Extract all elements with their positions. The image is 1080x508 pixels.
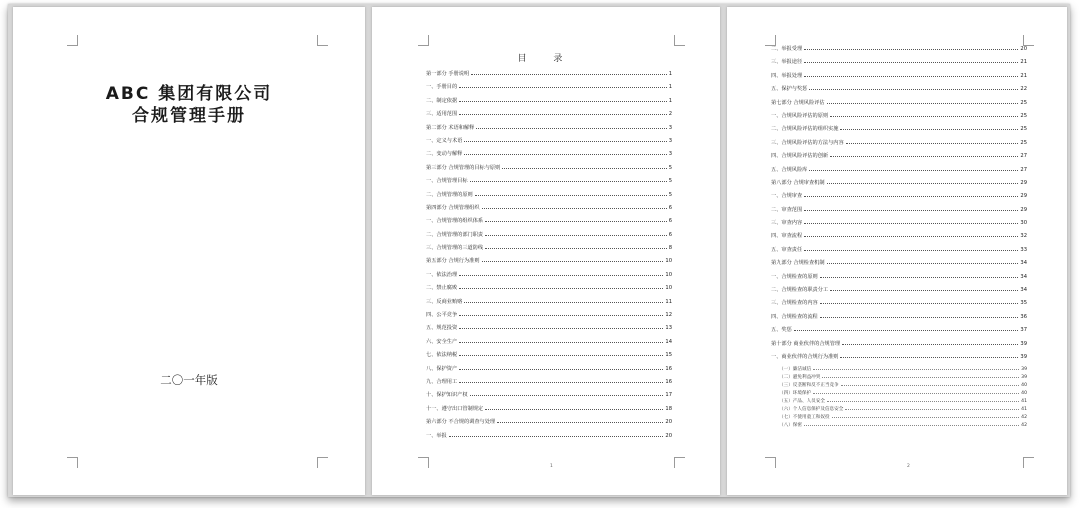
crop-mark xyxy=(67,35,78,46)
toc-entry[interactable] xyxy=(771,166,1027,179)
toc-leader-dots xyxy=(804,196,1018,197)
toc-subentry[interactable] xyxy=(771,390,1027,398)
toc-entry[interactable] xyxy=(426,391,672,404)
toc-leader-dots xyxy=(485,248,667,249)
toc-leader-dots xyxy=(827,103,1019,104)
toc-entry-page-number: 25 xyxy=(1020,126,1027,133)
crop-mark xyxy=(67,457,78,468)
cover-page xyxy=(13,7,365,495)
toc-entry-label: 一、合规风险评估的原则 xyxy=(771,112,829,119)
crop-mark xyxy=(765,457,776,468)
cover-edition: 二〇一年版 xyxy=(160,373,218,387)
toc-entry[interactable] xyxy=(426,70,672,83)
toc-entry[interactable] xyxy=(771,246,1027,259)
toc-entry-page-number: 6 xyxy=(668,204,672,211)
toc-entry-label: 四、合规检查的流程 xyxy=(771,313,818,320)
toc-leader-dots xyxy=(459,114,667,115)
toc-page-2 xyxy=(727,7,1067,495)
toc-entry-page-number: 21 xyxy=(1020,72,1027,79)
toc-entry-label: 二、合规检查的职责分工 xyxy=(771,287,829,294)
crop-mark xyxy=(317,35,328,46)
toc-entry-page-number: 3 xyxy=(668,151,672,158)
toc-entry-label: 十、保护知识产权 xyxy=(426,392,468,399)
toc-entry-label: 三、合规检查的内容 xyxy=(771,300,818,307)
toc-entry-page-number: 39 xyxy=(1020,340,1027,347)
toc-leader-dots xyxy=(832,417,1020,418)
toc-entry[interactable] xyxy=(426,257,672,270)
toc-entry[interactable] xyxy=(771,273,1027,286)
toc-entry-label: （五）产品、人员安全 xyxy=(779,399,825,405)
toc-leader-dots xyxy=(804,49,1018,50)
document-viewer xyxy=(8,4,1070,497)
toc-leader-dots xyxy=(464,141,666,142)
toc-entry-label: 二、审查范围 xyxy=(771,206,803,213)
toc-entry-label: 八、保护资产 xyxy=(426,365,458,372)
toc-leader-dots xyxy=(827,401,1019,402)
toc-leader-dots xyxy=(840,129,1018,130)
crop-mark xyxy=(1023,457,1034,468)
toc-entry[interactable] xyxy=(771,340,1027,353)
toc-entry[interactable] xyxy=(771,99,1027,112)
toc-entry-label: 五、保护与奖惩 xyxy=(771,86,808,93)
toc-leader-dots xyxy=(820,277,1019,278)
toc-leader-dots xyxy=(830,290,1018,291)
cover-title xyxy=(13,83,365,127)
toc-leader-dots xyxy=(459,87,667,88)
toc-entry-label: 二、合规管理的原则 xyxy=(426,191,473,198)
toc-entry-label: 第八部分 合规审查机制 xyxy=(771,179,825,186)
toc-entry-label: （三）反垄断和反不正当竞争 xyxy=(779,383,839,389)
toc-entry[interactable] xyxy=(771,58,1027,71)
toc-subentry[interactable] xyxy=(771,366,1027,374)
crop-mark xyxy=(317,457,328,468)
toc-entry[interactable] xyxy=(771,139,1027,152)
toc-leader-dots xyxy=(820,317,1019,318)
toc-entry-label: 二、合规风险评估的组织实施 xyxy=(771,126,839,133)
toc-subentry[interactable] xyxy=(771,414,1027,422)
toc-leader-dots xyxy=(464,154,666,155)
crop-mark xyxy=(418,35,429,46)
toc-entry[interactable] xyxy=(426,97,672,110)
toc-entry-label: 三、适用范围 xyxy=(426,111,458,118)
toc-subentry[interactable] xyxy=(771,382,1027,390)
toc-entry[interactable] xyxy=(426,137,672,150)
toc-entry-label: 第一部分 手册说明 xyxy=(426,71,470,77)
toc-entry-label: （一）廉洁诚信 xyxy=(779,367,812,373)
toc-entry[interactable] xyxy=(771,152,1027,165)
toc-entry-page-number: 39 xyxy=(1020,353,1027,360)
toc-leader-dots xyxy=(459,275,663,276)
toc-entry-page-number: 34 xyxy=(1020,260,1027,267)
toc-leader-dots xyxy=(804,236,1018,237)
toc-leader-dots xyxy=(804,250,1018,251)
toc-entry-page-number: 5 xyxy=(668,178,672,185)
toc-entry-label: 五、审查责任 xyxy=(771,246,803,253)
toc-entry-label: 二、制定依据 xyxy=(426,97,458,104)
toc-entry-page-number: 5 xyxy=(668,164,672,171)
toc-entry-label: （七）不使用童工和奴役 xyxy=(779,415,830,421)
toc-entry-page-number: 10 xyxy=(665,258,672,265)
toc-entry-label: 第三部分 合规管理的目标与原则 xyxy=(426,164,501,171)
toc-entry-page-number: 34 xyxy=(1020,287,1027,294)
toc-subentry[interactable] xyxy=(771,374,1027,382)
toc-entry-page-number: 30 xyxy=(1020,220,1027,227)
toc-entry[interactable] xyxy=(771,206,1027,219)
toc-leader-dots xyxy=(804,210,1018,211)
toc-entry[interactable] xyxy=(771,219,1027,232)
toc-entry-page-number: 40 xyxy=(1021,383,1027,389)
toc-leader-dots xyxy=(485,221,667,222)
toc-entry-label: 三、反商业贿赂 xyxy=(426,298,463,305)
toc-leader-dots xyxy=(482,208,667,209)
toc-leader-dots xyxy=(846,143,1019,144)
toc-entry-page-number: 32 xyxy=(1020,233,1027,240)
toc-entry-page-number: 8 xyxy=(668,245,672,252)
toc-entry[interactable] xyxy=(426,204,672,217)
toc-leader-dots xyxy=(470,395,664,396)
toc-leader-dots xyxy=(471,74,667,75)
toc-entry-label: 一、举报 xyxy=(426,432,447,439)
toc-entry-label: 二、合规管理的部门职责 xyxy=(426,231,484,238)
toc-entry-page-number: 16 xyxy=(665,365,672,372)
toc-entry-page-number: 25 xyxy=(1020,112,1027,119)
toc-entry-page-number: 15 xyxy=(665,352,672,359)
toc-entry-label: 十一、遵守出口管制规定 xyxy=(426,405,484,412)
toc-leader-dots xyxy=(794,330,1019,331)
toc-leader-dots xyxy=(845,409,1019,410)
toc-leader-dots xyxy=(827,183,1019,184)
toc-entry-page-number: 3 xyxy=(668,124,672,131)
toc-leader-dots xyxy=(470,181,667,182)
toc-entry-label: 五、合规风险库 xyxy=(771,166,808,173)
toc-subentry[interactable] xyxy=(771,398,1027,406)
toc-leader-dots xyxy=(813,393,1019,394)
toc-leader-dots xyxy=(475,195,667,196)
toc-entry-page-number: 20 xyxy=(665,419,672,426)
toc-list-continued xyxy=(771,45,1027,430)
toc-entry-label: 一、合规审查 xyxy=(771,193,803,200)
toc-entry-label: 第十部分 商业伙伴的合规管理 xyxy=(771,340,841,347)
toc-entry-label: 九、合理用工 xyxy=(426,378,458,385)
toc-entry-label: 三、合规管理的三道防线 xyxy=(426,245,484,252)
toc-entry-label: （八）保密 xyxy=(779,423,802,429)
toc-leader-dots xyxy=(485,409,663,410)
toc-entry[interactable] xyxy=(426,124,672,137)
toc-entry[interactable] xyxy=(426,150,672,163)
toc-leader-dots xyxy=(809,89,1018,90)
toc-leader-dots xyxy=(464,302,663,303)
toc-entry-page-number: 18 xyxy=(665,405,672,412)
toc-entry[interactable] xyxy=(426,298,672,311)
toc-entry[interactable] xyxy=(771,313,1027,326)
toc-entry[interactable] xyxy=(771,125,1027,138)
toc-entry-label: 五、规范投资 xyxy=(426,325,458,332)
toc-entry-page-number: 3 xyxy=(668,137,672,144)
toc-entry-page-number: 25 xyxy=(1020,139,1027,146)
toc-entry[interactable] xyxy=(771,45,1027,58)
page-number: 2 xyxy=(907,464,910,469)
toc-entry-page-number: 17 xyxy=(665,392,672,399)
toc-entry[interactable] xyxy=(426,418,672,431)
toc-entry-page-number: 37 xyxy=(1020,327,1027,334)
toc-entry-label: （六）个人信息保护及信息安全 xyxy=(779,407,844,413)
toc-entry[interactable] xyxy=(426,311,672,324)
toc-entry-label: 四、审查流程 xyxy=(771,233,803,240)
toc-entry-page-number: 21 xyxy=(1020,59,1027,66)
toc-entry-page-number: 42 xyxy=(1021,423,1027,429)
toc-entry-label: 三、举报途径 xyxy=(771,59,803,66)
toc-entry[interactable] xyxy=(771,353,1027,366)
toc-entry-label: 第二部分 术语和解释 xyxy=(426,124,475,131)
toc-entry[interactable] xyxy=(426,378,672,391)
toc-entry-page-number: 1 xyxy=(668,71,672,77)
toc-entry-label: 一、合规管理的组织体系 xyxy=(426,218,484,225)
toc-entry[interactable] xyxy=(771,232,1027,245)
crop-mark xyxy=(418,457,429,468)
toc-entry-page-number: 40 xyxy=(1021,391,1027,397)
toc-leader-dots xyxy=(820,303,1019,304)
toc-entry-label: 第七部分 合规风险评估 xyxy=(771,99,825,106)
toc-entry-page-number: 22 xyxy=(1020,86,1027,93)
toc-leader-dots xyxy=(809,170,1018,171)
toc-leader-dots xyxy=(459,369,663,370)
toc-entry-page-number: 5 xyxy=(668,191,672,198)
toc-entry[interactable] xyxy=(426,83,672,96)
toc-leader-dots xyxy=(459,315,663,316)
toc-entry-page-number: 35 xyxy=(1020,300,1027,307)
toc-leader-dots xyxy=(459,355,663,356)
toc-leader-dots xyxy=(459,342,663,343)
toc-entry[interactable] xyxy=(771,286,1027,299)
toc-entry-label: 五、奖惩 xyxy=(771,327,792,334)
toc-subentry[interactable] xyxy=(771,406,1027,414)
toc-leader-dots xyxy=(804,425,1019,426)
toc-leader-dots xyxy=(497,422,663,423)
toc-entry[interactable] xyxy=(426,365,672,378)
toc-entry[interactable] xyxy=(771,259,1027,272)
toc-leader-dots xyxy=(841,385,1019,386)
toc-entry-label: 六、安全生产 xyxy=(426,338,458,345)
toc-entry-page-number: 29 xyxy=(1020,206,1027,213)
toc-entry[interactable] xyxy=(771,85,1027,98)
toc-entry[interactable] xyxy=(426,284,672,297)
toc-entry-label: （二）避免利益冲突 xyxy=(779,375,821,381)
toc-leader-dots xyxy=(485,235,667,236)
toc-entry-page-number: 14 xyxy=(665,338,672,345)
toc-entry-page-number: 6 xyxy=(668,218,672,225)
crop-mark xyxy=(674,35,685,46)
toc-entry-page-number: 6 xyxy=(668,231,672,238)
toc-leader-dots xyxy=(459,288,663,289)
toc-leader-dots xyxy=(459,328,663,329)
cover-title-company: ABC 集团有限公司 xyxy=(105,84,273,104)
toc-entry-label: 一、定义与术语 xyxy=(426,137,463,144)
toc-leader-dots xyxy=(842,344,1018,345)
toc-entry-label: 一、依法治理 xyxy=(426,271,458,278)
page-number: 1 xyxy=(550,464,553,469)
toc-entry-page-number: 29 xyxy=(1020,179,1027,186)
toc-entry-page-number: 11 xyxy=(665,298,672,305)
toc-subentry[interactable] xyxy=(771,422,1027,430)
toc-entry-page-number: 29 xyxy=(1020,193,1027,200)
toc-entry[interactable] xyxy=(426,324,672,337)
toc-entry-page-number: 27 xyxy=(1020,153,1027,160)
toc-entry[interactable] xyxy=(426,217,672,230)
toc-leader-dots xyxy=(804,76,1018,77)
toc-entry[interactable] xyxy=(771,192,1027,205)
toc-entry-page-number: 39 xyxy=(1021,375,1027,381)
toc-leader-dots xyxy=(459,382,663,383)
toc-entry-page-number: 12 xyxy=(665,312,672,319)
toc-entry-page-number: 20 xyxy=(665,432,672,439)
toc-leader-dots xyxy=(830,116,1018,117)
toc-entry-page-number: 2 xyxy=(668,111,672,118)
toc-entry-page-number: 33 xyxy=(1020,246,1027,253)
toc-entry-label: 第九部分 合规检查机制 xyxy=(771,260,825,267)
toc-leader-dots xyxy=(813,369,1019,370)
toc-leader-dots xyxy=(476,128,666,129)
toc-entry-label: 第四部分 合规管理组织 xyxy=(426,204,480,211)
toc-entry-page-number: 41 xyxy=(1021,399,1027,405)
toc-entry[interactable] xyxy=(426,338,672,351)
toc-leader-dots xyxy=(482,261,664,262)
toc-entry-label: 第六部分 不合规的调查与处理 xyxy=(426,419,496,426)
toc-leader-dots xyxy=(822,377,1019,378)
toc-entry[interactable] xyxy=(426,177,672,190)
toc-leader-dots xyxy=(827,263,1019,264)
toc-leader-dots xyxy=(449,436,664,437)
toc-entry[interactable] xyxy=(426,164,672,177)
toc-entry-label: 一、手册目的 xyxy=(426,84,458,91)
toc-entry-page-number: 39 xyxy=(1021,367,1027,373)
toc-entry-label: （四）环境保护 xyxy=(779,391,812,397)
toc-entry-label: 四、举报处理 xyxy=(771,72,803,79)
toc-page-1 xyxy=(372,7,720,495)
toc-entry-label: 四、公平竞争 xyxy=(426,312,458,319)
toc-leader-dots xyxy=(459,101,667,102)
toc-entry-label: 二、举报受理 xyxy=(771,46,803,52)
toc-entry-label: 三、审查内容 xyxy=(771,220,803,227)
toc-entry-label: 七、依法纳税 xyxy=(426,352,458,359)
toc-entry-page-number: 10 xyxy=(665,285,672,292)
toc-entry-page-number: 41 xyxy=(1021,407,1027,413)
toc-entry-label: 二、变动与解释 xyxy=(426,151,463,158)
toc-entry[interactable] xyxy=(426,405,672,418)
toc-entry[interactable] xyxy=(426,191,672,204)
toc-entry[interactable] xyxy=(771,299,1027,312)
toc-leader-dots xyxy=(804,223,1018,224)
toc-entry-label: 一、合规管理目标 xyxy=(426,178,468,185)
toc-entry-label: 一、商业伙伴的合规行为准则 xyxy=(771,353,839,360)
toc-leader-dots xyxy=(830,156,1018,157)
toc-entry[interactable] xyxy=(771,112,1027,125)
toc-entry-page-number: 42 xyxy=(1021,415,1027,421)
toc-entry-page-number: 34 xyxy=(1020,273,1027,280)
toc-leader-dots xyxy=(804,62,1018,63)
toc-entry-label: 一、合规检查的原则 xyxy=(771,273,818,280)
toc-entry-page-number: 1 xyxy=(668,97,672,104)
toc-entry[interactable] xyxy=(426,271,672,284)
toc-entry[interactable] xyxy=(771,72,1027,85)
toc-entry-page-number: 10 xyxy=(665,271,672,278)
toc-entry-label: 三、合规风险评估的方法与内容 xyxy=(771,139,844,146)
toc-entry-label: 二、禁止腐败 xyxy=(426,285,458,292)
toc-entry-page-number: 25 xyxy=(1020,99,1027,106)
toc-entry-page-number: 20 xyxy=(1020,46,1027,52)
toc-entry-label: 四、合规风险评估的创新 xyxy=(771,153,829,160)
toc-entry-page-number: 36 xyxy=(1020,313,1027,320)
toc-entry-page-number: 16 xyxy=(665,378,672,385)
toc-entry-page-number: 1 xyxy=(668,84,672,91)
toc-entry-label: 第五部分 合规行为准则 xyxy=(426,258,480,265)
toc-entry[interactable] xyxy=(426,244,672,257)
toc-heading: 目 录 xyxy=(517,54,575,64)
crop-mark xyxy=(674,457,685,468)
toc-entry[interactable] xyxy=(771,179,1027,192)
toc-leader-dots xyxy=(502,168,666,169)
toc-entry[interactable] xyxy=(426,231,672,244)
toc-list xyxy=(426,70,672,445)
cover-title-manual: 合规管理手册 xyxy=(132,106,246,126)
toc-entry[interactable] xyxy=(771,326,1027,339)
toc-entry[interactable] xyxy=(426,432,672,445)
toc-leader-dots xyxy=(840,357,1018,358)
toc-entry[interactable] xyxy=(426,110,672,123)
toc-entry[interactable] xyxy=(426,351,672,364)
toc-entry-page-number: 13 xyxy=(665,325,672,332)
toc-entry-page-number: 27 xyxy=(1020,166,1027,173)
